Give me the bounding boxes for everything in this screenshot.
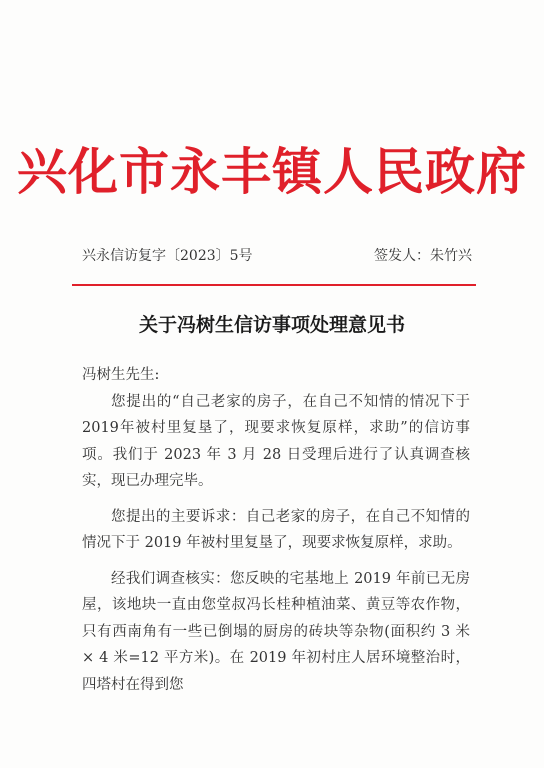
signer: 签发人：朱竹兴 [374, 248, 472, 264]
red-divider-line [72, 284, 476, 286]
letterhead-title: 兴化市永丰镇人民政府 [17, 142, 527, 201]
document-body [82, 362, 470, 698]
body-paragraph-3: 经我们调查核实：您反映的宅基地上 2019 年前已无房屋，该地块一直由您堂叔冯长桂种植油菜、黄豆等农作物，只有西南角有一些已倒塌的厨房的砖块等杂物(面积约 3 米 × 4 米=12 平方米)。在 2019 年初村庄人居环境整治时，四塔村在得到您 [82, 570, 470, 693]
document-number: 兴永信访复字〔2023〕5号 [82, 248, 253, 264]
salutation: 冯树生先生: [82, 367, 160, 383]
document-title: 关于冯树生信访事项处理意见书 [138, 314, 405, 336]
body-paragraph-2: 您提出的主要诉求：自己老家的房子，在自己不知情的情况下于 2019 年被村里复垦了，现要求恢复原样，求助。 [82, 508, 470, 551]
body-paragraph-1: 您提出的“自己老家的房子，在自己不知情的情况下于2019年被村里复垦了，现要求恢复原样，求助”的信访事项。我们于 2023 年 3 月 28 日受理后进行了认真调查核实，现已办理完毕。 [82, 393, 470, 489]
